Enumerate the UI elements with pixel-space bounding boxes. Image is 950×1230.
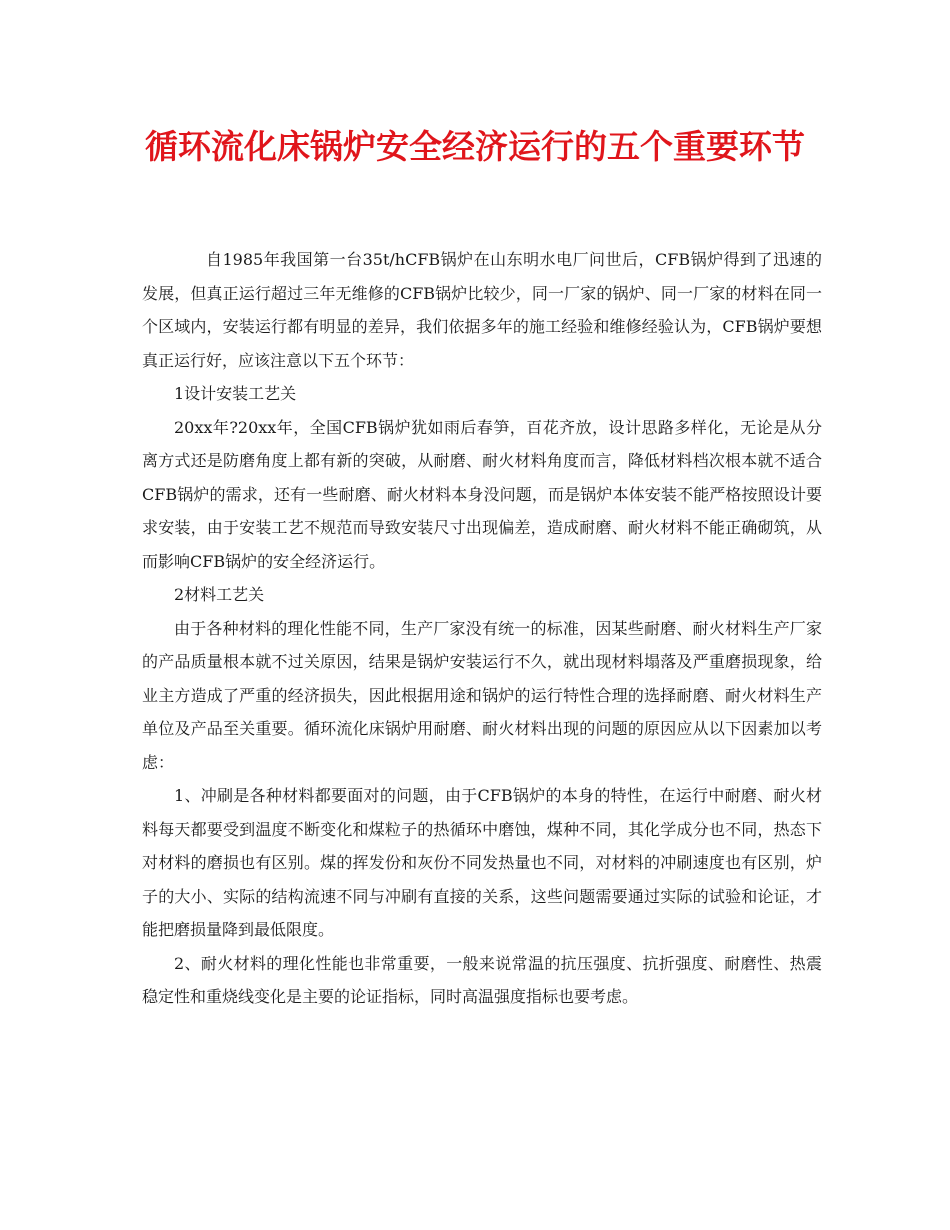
paragraph-material-process: 由于各种材料的理化性能不同，生产厂家没有统一的标准，因某些耐磨、耐火材料生产厂家的产品质量根本就不过关原因，结果是锅炉安装运行不久，就出现材料塌落及严重磨损现象，给业主方造成了严重的经济损失，因此根据用途和锅炉的运行特性合理的选择耐磨、耐火材料生产单位及产品至关重要。循环流化床锅炉用耐磨、耐火材料出现的问题的原因应从以下因素加以考虑： <box>142 618 822 772</box>
section-heading-design-installation: 1设计安装工艺关 <box>174 384 297 403</box>
paragraph-design-installation: 20xx年?20xx年，全国CFB锅炉犹如雨后春笋，百花齐放，设计思路多样化，无论是从分离方式还是防磨角度上都有新的突破，从耐磨、耐火材料角度而言，降低材料档次根本就不适合CFB锅炉的需求，还有一些耐磨、耐火材料本身没问题，而是锅炉本体安装不能严格按照设计要求安装，由于安装工艺不规范而导致安装尺寸出现偏差，造成耐磨、耐火材料不能正确砌筑，从而影响CFB锅炉的安全经济运行。 <box>142 417 822 571</box>
document-title: 循环流化床锅炉安全经济运行的五个重要环节 <box>145 127 805 166</box>
section-heading-material-process: 2材料工艺关 <box>174 585 265 604</box>
paragraph-item-erosion: 1、冲刷是各种材料都要面对的问题，由于CFB锅炉的本身的特性，在运行中耐磨、耐火材料每天都要受到温度不断变化和煤粒子的热循环中磨蚀，煤种不同，其化学成分也不同，热态下对材料的磨损也有区别。煤的挥发份和灰份不同发热量也不同，对材料的冲刷速度也有区别，炉子的大小、实际的结构流速不同与冲刷有直接的关系，这些问题需要通过实际的试验和论证，才能把磨损量降到最低限度。 <box>142 786 822 939</box>
document-body <box>142 243 822 1014</box>
paragraph-intro: 自1985年我国第一台35t/hCFB锅炉在山东明水电厂问世后，CFB锅炉得到了迅速的发展，但真正运行超过三年无维修的CFB锅炉比较少，同一厂家的锅炉、同一厂家的材料在同一个区域内，安装运行都有明显的差异，我们依据多年的施工经验和维修经验认为，CFB锅炉要想真正运行好，应该注意以下五个环节： <box>142 250 822 370</box>
paragraph-item-refractory-properties: 2、耐火材料的理化性能也非常重要，一般来说常温的抗压强度、抗折强度、耐磨性、热震稳定性和重烧线变化是主要的论证指标，同时高温强度指标也要考虑。 <box>142 953 822 1006</box>
